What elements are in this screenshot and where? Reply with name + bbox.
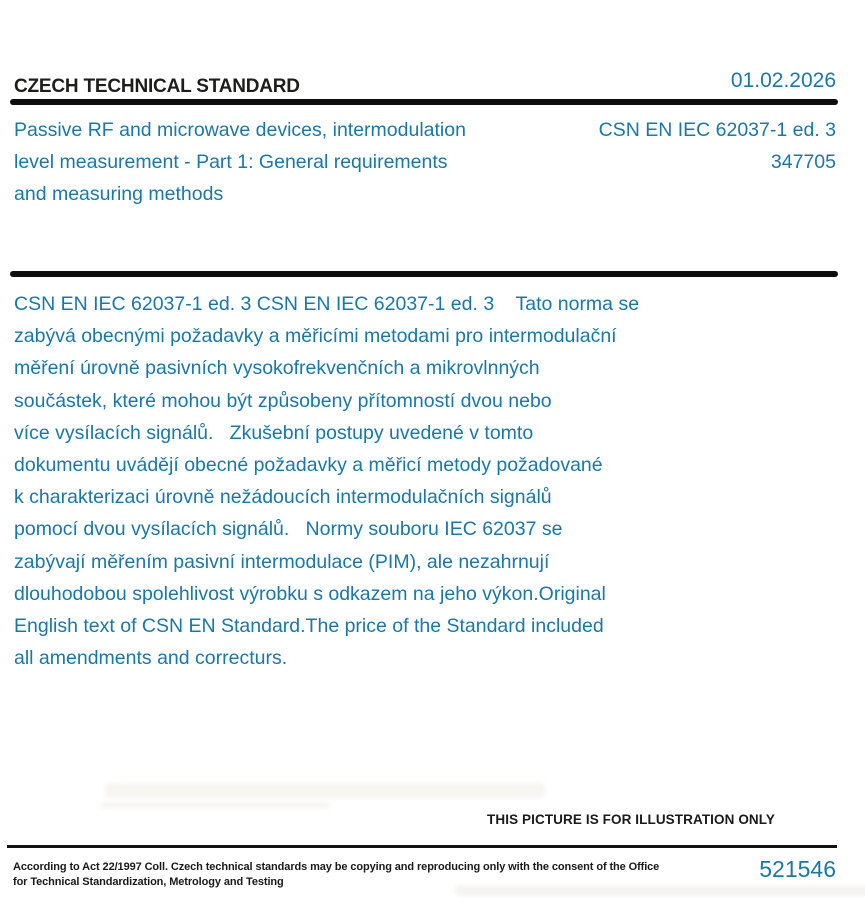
copyright-line: According to Act 22/1997 Coll. Czech technical standards may be copying and reproducing only with the consent of the Office <box>13 861 660 873</box>
abstract-line: více vysílacích signálů. Zkušební postupy uvedené v tomto <box>14 421 534 444</box>
abstract-line: dokumentu uvádějí obecné požadavky a měřicí metody požadované <box>14 454 603 477</box>
abstract-line: zabývá obecnými požadavky a měřicími metodami pro intermodulační <box>14 325 617 348</box>
abstract-line: k charakterizaci úrovně nežádoucích intermodulačních signálů <box>14 486 552 509</box>
standard-title-line: and measuring methods <box>14 183 224 205</box>
header-rule <box>10 99 838 105</box>
abstract-line: pomocí dvou vysílacích signálů. Normy souboru IEC 62037 se <box>14 518 563 541</box>
validity-date: 01.02.2026 <box>730 69 836 92</box>
title-rule <box>10 271 838 277</box>
copyright-line: for Technical Standardization, Metrology and Testing <box>13 876 284 888</box>
faint-watermark <box>100 802 330 808</box>
standard-title-line: Passive RF and microwave devices, intermodulation <box>14 119 466 141</box>
abstract-line: all amendments and correcturs. <box>14 647 288 670</box>
abstract-line: dlouhodobou spolehlivost výrobku s odkazem na jeho výkon.Original <box>14 582 606 605</box>
illustration-disclaimer: THIS PICTURE IS FOR ILLUSTRATION ONLY <box>487 812 775 827</box>
abstract-line: součástek, které mohou být způsobeny přítomností dvou nebo <box>14 389 552 412</box>
abstract-line: zabývají měřením pasivní intermodulace (PIM), ale nezahrnují <box>14 550 550 573</box>
abstract-line: English text of CSN EN Standard.The price of the Standard included <box>14 615 604 638</box>
faint-watermark <box>455 886 865 896</box>
standard-identification <box>599 114 836 178</box>
abstract-text <box>14 288 639 674</box>
standard-class-number: 347705 <box>770 151 836 173</box>
abstract-line: CSN EN IEC 62037-1 ed. 3 CSN EN IEC 62037-1 ed. 3 Tato norma se <box>14 293 640 315</box>
standard-title <box>14 114 466 210</box>
standard-type-label: CZECH TECHNICAL STANDARD <box>14 76 300 97</box>
footer-rule <box>7 845 837 848</box>
standard-designation: CSN EN IEC 62037-1 ed. 3 <box>598 119 836 141</box>
standard-title-line: level measurement - Part 1: General requirements <box>14 151 448 173</box>
faint-watermark <box>105 783 545 798</box>
abstract-line: měření úrovně pasivních vysokofrekvenčních a mikrovlnných <box>14 357 540 380</box>
order-number: 521546 <box>759 856 836 882</box>
